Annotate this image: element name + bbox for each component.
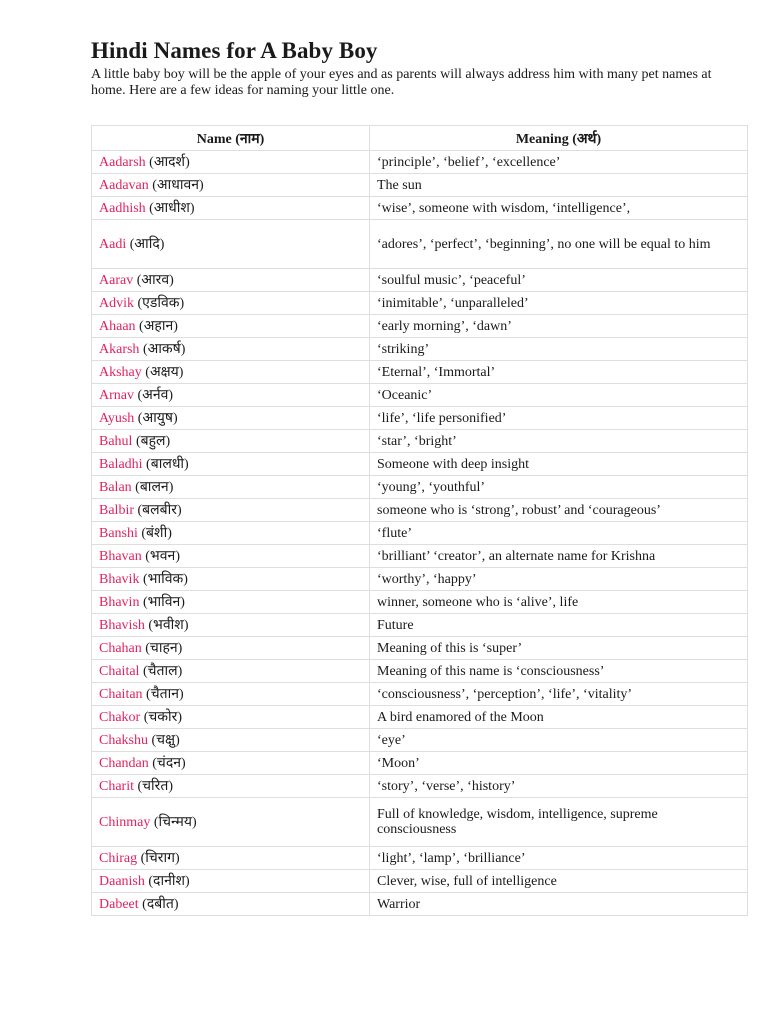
- name-link[interactable]: Aadarsh: [99, 154, 146, 170]
- name-link[interactable]: Charit: [99, 778, 134, 794]
- name-cell: [92, 522, 370, 545]
- name-link[interactable]: Balbir: [99, 502, 134, 518]
- name-link[interactable]: Bahul: [99, 433, 133, 449]
- name-cell: [92, 847, 370, 870]
- name-cell: [92, 870, 370, 893]
- table-row: [92, 591, 748, 614]
- name-link[interactable]: Chinmay: [99, 814, 151, 830]
- meaning-cell: ‘inimitable’, ‘unparalleled’: [370, 292, 748, 315]
- meaning-cell: ‘life’, ‘life personified’: [370, 407, 748, 430]
- name-cell: [92, 798, 370, 847]
- meaning-cell: ‘early morning’, ‘dawn’: [370, 315, 748, 338]
- table-row: [92, 706, 748, 729]
- name-link[interactable]: Chandan: [99, 755, 149, 771]
- table-row: [92, 522, 748, 545]
- meaning-cell: ‘worthy’, ‘happy’: [370, 568, 748, 591]
- hindi-name: (चैताल): [142, 663, 183, 679]
- meaning-cell: The sun: [370, 174, 748, 197]
- meaning-cell: ‘principle’, ‘belief’, ‘excellence’: [370, 151, 748, 174]
- table-row: [92, 361, 748, 384]
- table-row: [92, 847, 748, 870]
- name-cell: [92, 197, 370, 220]
- meaning-cell: ‘story’, ‘verse’, ‘history’: [370, 775, 748, 798]
- table-row: [92, 752, 748, 775]
- name-cell: [92, 729, 370, 752]
- table-row: [92, 430, 748, 453]
- hindi-name: (दबीत): [142, 896, 179, 912]
- table-row: [92, 197, 748, 220]
- name-cell: [92, 591, 370, 614]
- name-link[interactable]: Aarav: [99, 272, 134, 288]
- hindi-name: (चिन्मय): [153, 814, 197, 830]
- name-link[interactable]: Chirag: [99, 850, 138, 866]
- table-row: [92, 870, 748, 893]
- name-link[interactable]: Ayush: [99, 410, 135, 426]
- name-link[interactable]: Aadhish: [99, 200, 146, 216]
- name-link[interactable]: Chaitan: [99, 686, 143, 702]
- name-cell: [92, 706, 370, 729]
- hindi-name: (बालधी): [146, 456, 189, 472]
- name-link[interactable]: Bhavin: [99, 594, 140, 610]
- meaning-cell: ‘consciousness’, ‘perception’, ‘life’, ‘vitality’: [370, 683, 748, 706]
- hindi-name: (भवीश): [148, 617, 189, 633]
- meaning-cell: ‘wise’, someone with wisdom, ‘intelligence’,: [370, 197, 748, 220]
- name-link[interactable]: Banshi: [99, 525, 138, 541]
- name-link[interactable]: Chakshu: [99, 732, 148, 748]
- name-cell: [92, 637, 370, 660]
- meaning-cell: ‘flute’: [370, 522, 748, 545]
- hindi-name: (बंशी): [141, 525, 172, 541]
- table-row: [92, 683, 748, 706]
- name-cell: [92, 893, 370, 916]
- names-table: [91, 125, 748, 916]
- name-cell: [92, 660, 370, 683]
- name-link[interactable]: Dabeet: [99, 896, 139, 912]
- name-link[interactable]: Aadavan: [99, 177, 149, 193]
- name-link[interactable]: Ahaan: [99, 318, 136, 334]
- table-row: [92, 568, 748, 591]
- table-row: [92, 660, 748, 683]
- name-link[interactable]: Bhavan: [99, 548, 142, 564]
- name-link[interactable]: Baladhi: [99, 456, 143, 472]
- hindi-name: (बहुल): [135, 433, 171, 449]
- column-header-meaning: Meaning (अर्थ): [370, 126, 748, 151]
- table-row: [92, 174, 748, 197]
- meaning-cell: Meaning of this is ‘super’: [370, 637, 748, 660]
- meaning-cell: someone who is ‘strong’, robust’ and ‘courageous’: [370, 499, 748, 522]
- hindi-name: (चरित): [137, 778, 174, 794]
- table-row: [92, 151, 748, 174]
- name-cell: [92, 568, 370, 591]
- meaning-cell: Future: [370, 614, 748, 637]
- hindi-name: (चाहन): [145, 640, 183, 656]
- name-cell: [92, 361, 370, 384]
- meaning-cell: A bird enamored of the Moon: [370, 706, 748, 729]
- hindi-name: (दानीश): [148, 873, 190, 889]
- table-row: [92, 453, 748, 476]
- hindi-name: (भाविन): [142, 594, 185, 610]
- hindi-name: (चंदन): [152, 755, 186, 771]
- hindi-name: (चिराग): [140, 850, 180, 866]
- name-cell: [92, 453, 370, 476]
- hindi-name: (भवन): [145, 548, 180, 564]
- hindi-name: (भाविक): [142, 571, 188, 587]
- name-cell: [92, 174, 370, 197]
- table-row: [92, 220, 748, 269]
- meaning-cell: Warrior: [370, 893, 748, 916]
- name-cell: [92, 430, 370, 453]
- meaning-cell: ‘Oceanic’: [370, 384, 748, 407]
- name-cell: [92, 499, 370, 522]
- name-cell: [92, 269, 370, 292]
- hindi-name: (अर्नव): [137, 387, 174, 403]
- table-body: [92, 151, 748, 916]
- name-cell: [92, 476, 370, 499]
- table-row: [92, 775, 748, 798]
- name-cell: [92, 407, 370, 430]
- name-link[interactable]: Arnav: [99, 387, 134, 403]
- meaning-cell: Clever, wise, full of intelligence: [370, 870, 748, 893]
- name-link[interactable]: Daanish: [99, 873, 145, 889]
- name-link[interactable]: Bhavik: [99, 571, 140, 587]
- table-row: [92, 315, 748, 338]
- name-link[interactable]: Aadi: [99, 236, 127, 252]
- meaning-cell: ‘star’, ‘bright’: [370, 430, 748, 453]
- hindi-name: (आयुष): [137, 410, 178, 426]
- table-row: [92, 545, 748, 568]
- name-link[interactable]: Bhavish: [99, 617, 145, 633]
- hindi-name: (आरव): [136, 272, 174, 288]
- table-row: [92, 292, 748, 315]
- name-link[interactable]: Akarsh: [99, 341, 140, 357]
- meaning-cell: ‘Moon’: [370, 752, 748, 775]
- meaning-cell: ‘young’, ‘youthful’: [370, 476, 748, 499]
- name-link[interactable]: Advik: [99, 295, 134, 311]
- hindi-name: (अक्षय): [145, 364, 184, 380]
- hindi-name: (आधीश): [149, 200, 195, 216]
- table-row: [92, 614, 748, 637]
- name-cell: [92, 338, 370, 361]
- meaning-cell: ‘eye’: [370, 729, 748, 752]
- name-link[interactable]: Chaital: [99, 663, 140, 679]
- name-link[interactable]: Chahan: [99, 640, 142, 656]
- name-link[interactable]: Chakor: [99, 709, 141, 725]
- name-cell: [92, 683, 370, 706]
- meaning-cell: ‘striking’: [370, 338, 748, 361]
- name-cell: [92, 545, 370, 568]
- hindi-name: (चक्षु): [151, 732, 180, 748]
- hindi-name: (आधावन): [152, 177, 204, 193]
- table-row: [92, 476, 748, 499]
- meaning-cell: Meaning of this name is ‘consciousness’: [370, 660, 748, 683]
- name-cell: [92, 614, 370, 637]
- table-row: [92, 384, 748, 407]
- meaning-cell: Full of knowledge, wisdom, intelligence, supreme consciousness: [370, 798, 748, 847]
- meaning-cell: ‘light’, ‘lamp’, ‘brilliance’: [370, 847, 748, 870]
- meaning-cell: ‘Eternal’, ‘Immortal’: [370, 361, 748, 384]
- column-header-name: Name (नाम): [92, 126, 370, 151]
- hindi-name: (आदर्श): [149, 154, 190, 170]
- name-cell: [92, 292, 370, 315]
- hindi-name: (चैतान): [146, 686, 184, 702]
- table-row: [92, 637, 748, 660]
- table-row: [92, 798, 748, 847]
- intro-paragraph: A little baby boy will be the apple of your eyes and as parents will always address him with many pet names at home. Here are a few ideas for naming your little one.: [91, 67, 712, 98]
- hindi-name: (आकर्ष): [142, 341, 186, 357]
- name-cell: [92, 315, 370, 338]
- hindi-name: (चकोर): [143, 709, 183, 725]
- table-row: [92, 407, 748, 430]
- meaning-cell: winner, someone who is ‘alive’, life: [370, 591, 748, 614]
- name-link[interactable]: Balan: [99, 479, 132, 495]
- table-row: [92, 729, 748, 752]
- table-row: [92, 269, 748, 292]
- table-row: [92, 893, 748, 916]
- meaning-cell: ‘adores’, ‘perfect’, ‘beginning’, no one will be equal to him: [370, 220, 748, 269]
- hindi-name: (एडविक): [137, 295, 185, 311]
- name-cell: [92, 384, 370, 407]
- meaning-cell: ‘soulful music’, ‘peaceful’: [370, 269, 748, 292]
- name-cell: [92, 220, 370, 269]
- table-row: [92, 338, 748, 361]
- hindi-name: (आदि): [129, 236, 165, 252]
- hindi-name: (बालन): [135, 479, 174, 495]
- name-link[interactable]: Akshay: [99, 364, 142, 380]
- name-cell: [92, 775, 370, 798]
- hindi-name: (अहान): [139, 318, 178, 334]
- name-cell: [92, 752, 370, 775]
- table-row: [92, 499, 748, 522]
- page-title: Hindi Names for A Baby Boy: [91, 38, 378, 63]
- meaning-cell: Someone with deep insight: [370, 453, 748, 476]
- name-cell: [92, 151, 370, 174]
- table-header-row: [92, 126, 748, 151]
- meaning-cell: ‘brilliant’ ‘creator’, an alternate name for Krishna: [370, 545, 748, 568]
- hindi-name: (बलबीर): [137, 502, 182, 518]
